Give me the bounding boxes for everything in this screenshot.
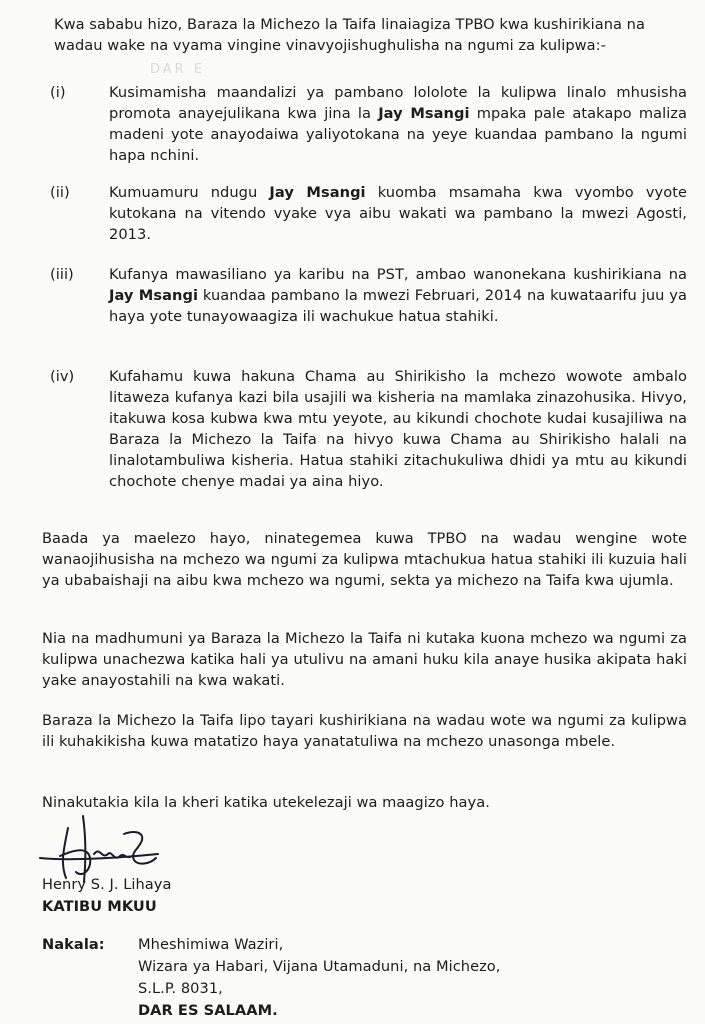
- emphasized-name: Jay Msangi: [378, 105, 470, 122]
- signer-name: Henry S. J. Lihaya: [42, 876, 172, 893]
- body-paragraph: Baada ya maelezo hayo, ninategemea kuwa TPBO na wadau wengine wote wanaojihusisha na mchezo wa ngumi za kulipwa mtachukua hatua stahiki ili kuzuia hali ya ubabaishaji na aibu kwa mchezo wa ngumi, sekta ya michezo na Taifa kwa ujumla.: [42, 530, 687, 589]
- body-paragraph: Nia na madhumuni ya Baraza la Michezo la Taifa ni kutaka kuona mchezo wa ngumi za kulipwa unachezwa katika hali ya utulivu na amani huku kila anaye husika akipata haki yake anayostahili na kwa wakati.: [42, 630, 687, 689]
- list-item-body: [109, 182, 687, 245]
- copy-recipients: [138, 934, 500, 1022]
- list-item-number: (ii): [50, 184, 70, 201]
- list-item-body: [109, 366, 687, 492]
- text-run: kuandaa pambano la mwezi Februari, 2014 na kuwataarifu juu ya haya yote tunayowaagiza ili wachukue hatua stahiki.: [109, 287, 687, 325]
- list-item-number: (iv): [50, 368, 75, 385]
- intro-paragraph: Kwa sababu hizo, Baraza la Michezo la Taifa linaiagiza TPBO kwa kushirikiana na wadau wake na vyama vingine vinavyojishughulisha na ngumi za kulipwa:-: [54, 16, 645, 54]
- list-item-body: [109, 82, 687, 166]
- list-item-body: [109, 264, 687, 327]
- text-run: Kumuamuru ndugu: [109, 184, 270, 201]
- list-item-number: (iii): [50, 266, 74, 283]
- signer-title: KATIBU MKUU: [42, 898, 157, 915]
- copy-line: DAR ES SALAAM.: [138, 1002, 278, 1019]
- text-run: mpaka pale atakapo maliza madeni yote anayodaiwa yaliyotokana na yeye kuandaa pambano la ngumi hapa nchini.: [109, 105, 687, 164]
- copy-line: Wizara ya Habari, Vijana Utamaduni, na Michezo,: [138, 958, 501, 975]
- list-item-number: (i): [50, 84, 66, 101]
- emphasized-name: Jay Msangi: [269, 184, 366, 201]
- emphasized-name: Jay Msangi: [109, 287, 199, 304]
- closing-line: Ninakutakia kila la kheri katika utekelezaji wa maagizo haya.: [42, 794, 490, 811]
- text-run: Kufanya mawasiliano ya karibu na PST, ambao wanonekana kushirikiana na: [109, 266, 687, 283]
- text-run: kuomba msamaha kwa vyombo vyote kutokana na vitendo vyake vya aibu wakati wa pambano la mwezi Agosti, 2013.: [109, 184, 687, 243]
- copy-line: S.L.P. 8031,: [138, 980, 223, 997]
- body-paragraph: Baraza la Michezo la Taifa lipo tayari kushirikiana na wadau wote wa ngumi za kulipwa ili kuhakikisha kuwa matatizo haya yanatatuliwa na mchezo unasonga mbele.: [42, 712, 687, 750]
- copy-line: Mheshimiwa Waziri,: [138, 936, 284, 953]
- text-run: Kufahamu kuwa hakuna Chama au Shirikisho la mchezo wowote ambalo litaweza kufanya kazi bila usajili wa kisheria na mamlaka zinazohusika. Hivyo, itakuwa kosa kubwa kwa mtu yeyote, au kikundi chochote kudai kusajiliwa na Baraza la Michezo la Taifa na hivyo kuwa Chama au Shirikisho halali na linalotambuliwa kisheria. Hatua stahiki zitachukuliwa dhidi ya mtu au kikundi chochote chenye madai ya aina hiyo.: [109, 368, 687, 490]
- copy-label: Nakala:: [42, 936, 105, 953]
- faint-stamp-mark: DAR E: [150, 62, 206, 77]
- text-run: Kusimamisha maandalizi ya pambano lololote la kulipwa linalo mhusisha promota anayejulikana kwa jina la: [109, 84, 687, 122]
